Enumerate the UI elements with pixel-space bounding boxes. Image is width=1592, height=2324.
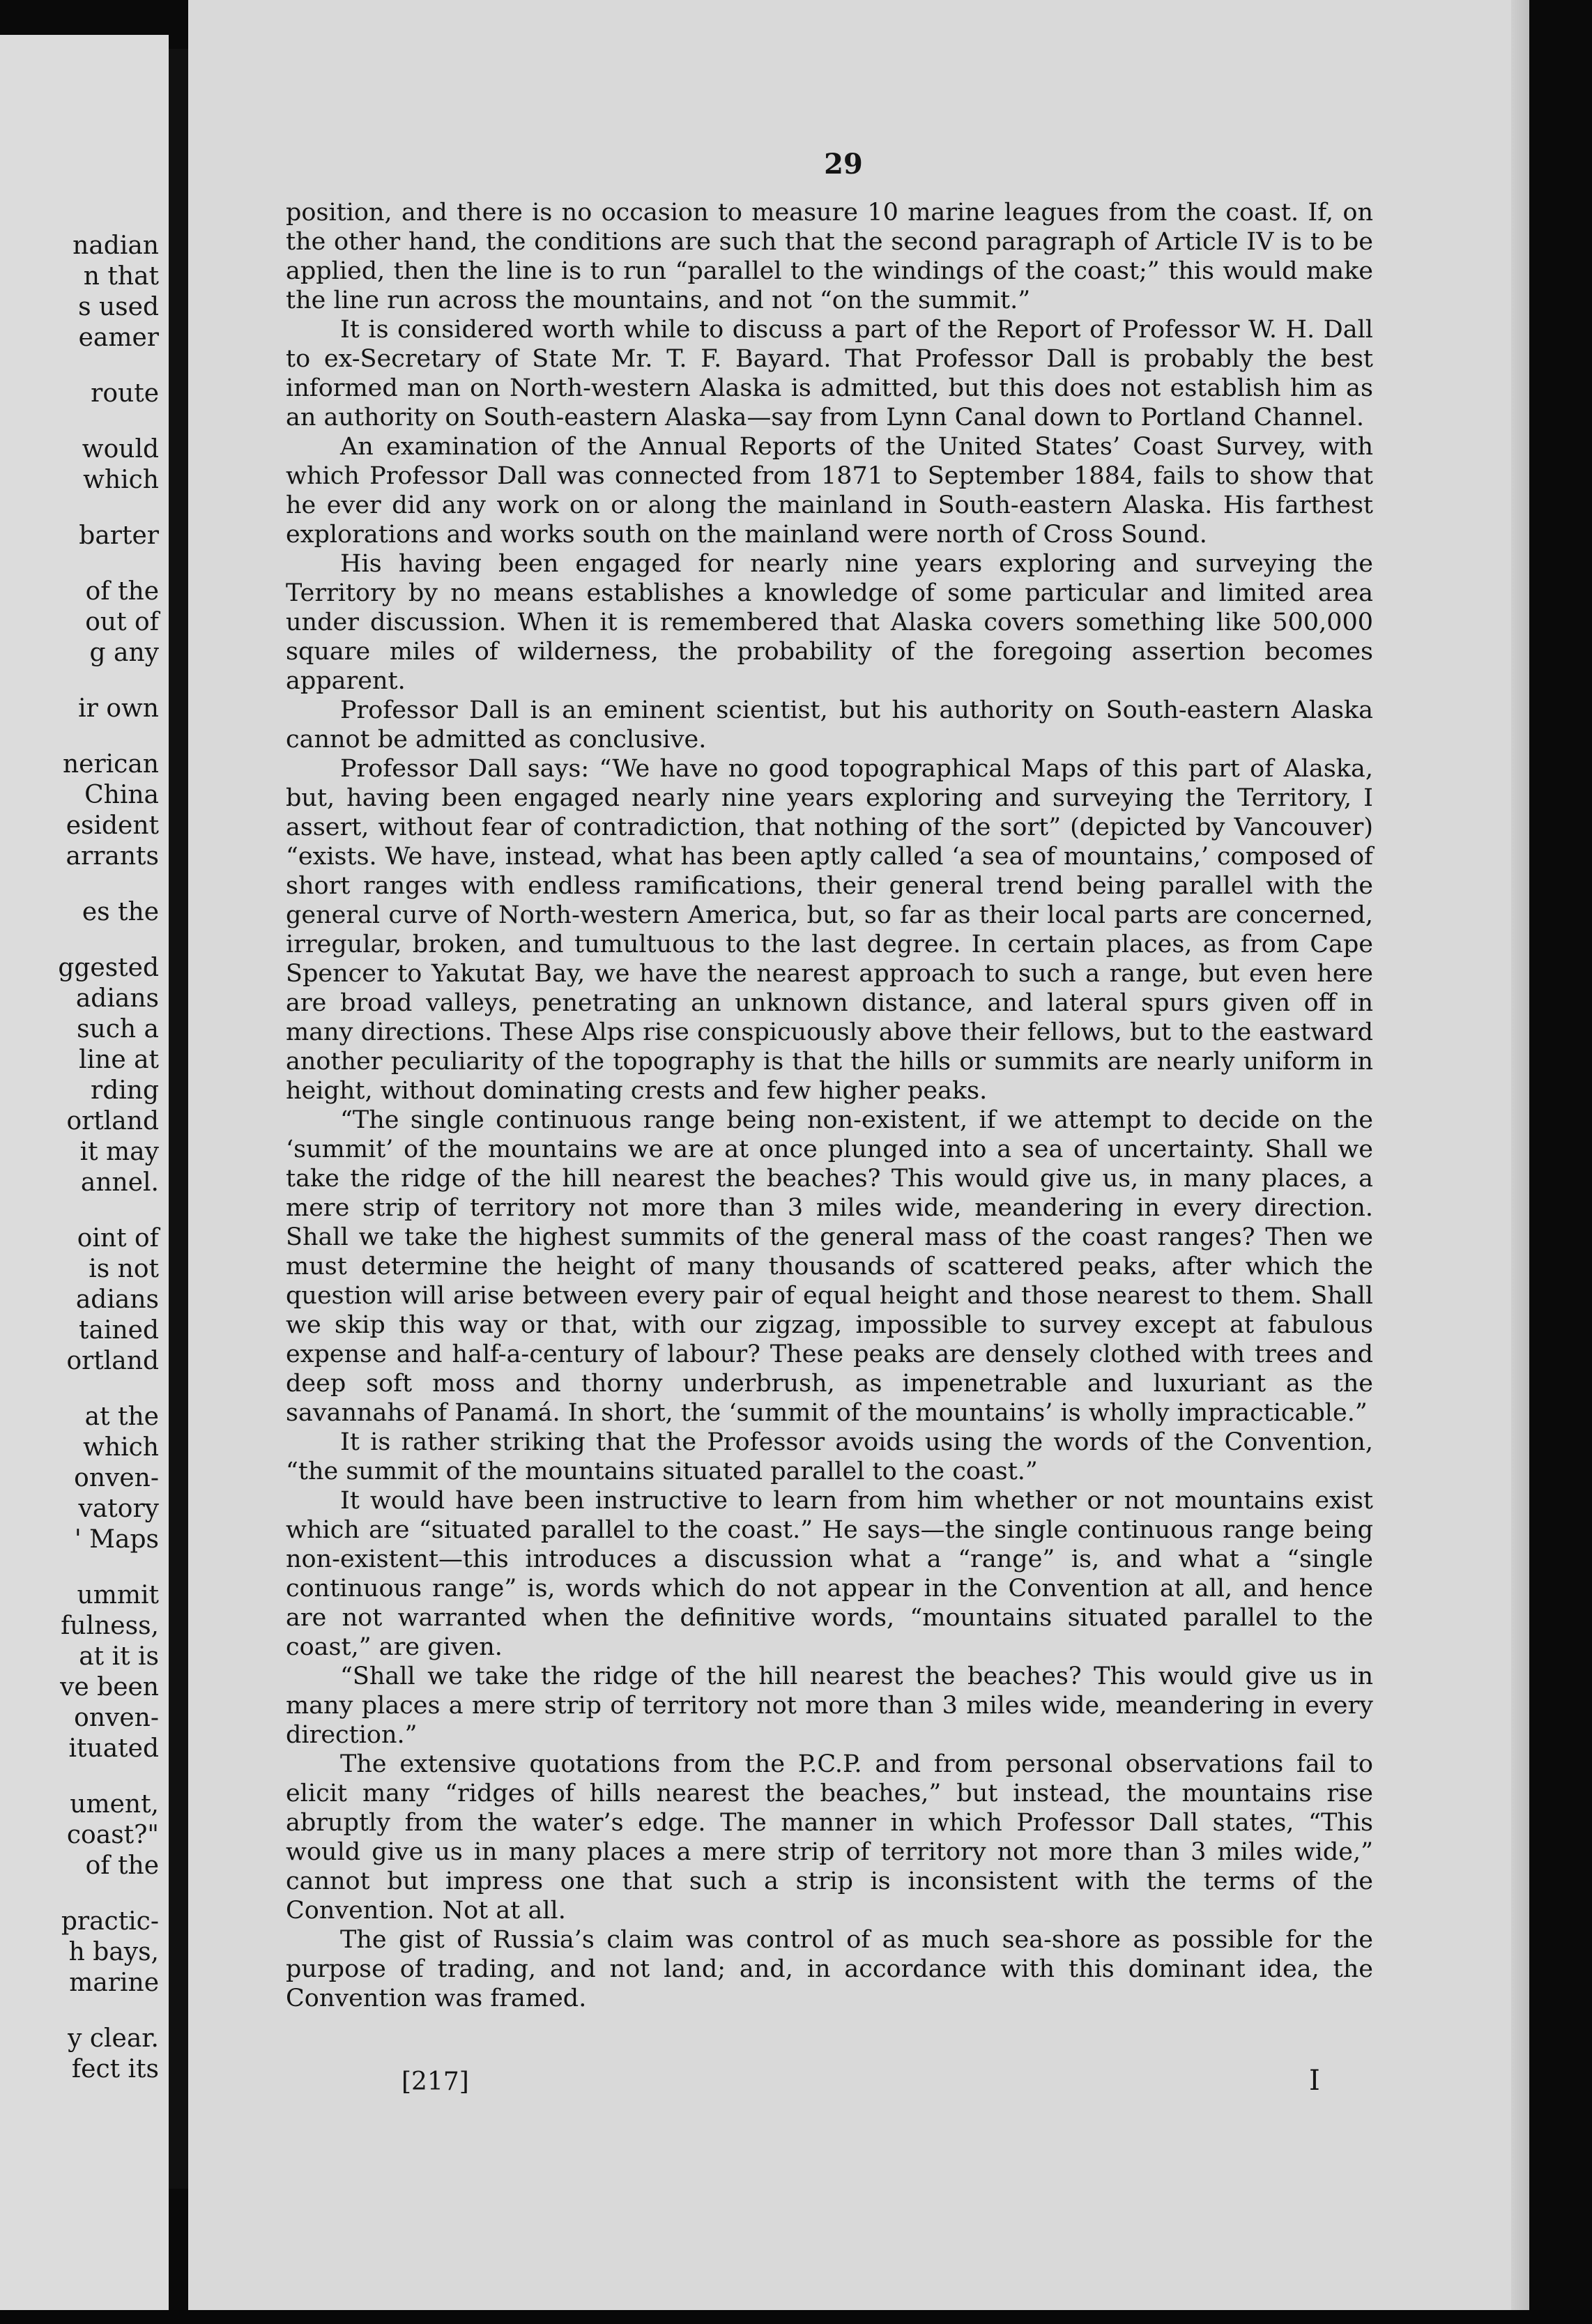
left-page-line: arrants (66, 842, 159, 871)
left-page-line: g any (89, 639, 159, 667)
left-page-line: nadian (72, 231, 159, 260)
left-page-line: China (84, 781, 159, 809)
left-page-line: tained (79, 1316, 159, 1345)
left-page-line: is not (89, 1255, 159, 1283)
paragraph-12: The gist of Russia’s claim was control of as much sea-shore as possible for the purpose of trading, and not land; and, in accordance with this dominant idea, the Convention was framed. (286, 1926, 1373, 2012)
left-page-line: onven- (74, 1464, 159, 1492)
paragraph-8: It is rather striking that the Professor avoids using the words of the Convention, “the summit of the mountains situated parallel to the coast.” (286, 1428, 1373, 1485)
left-page-line: marine (69, 1968, 159, 1997)
left-page-line: barter (79, 521, 159, 550)
paragraph-11: The extensive quotations from the P.C.P. and from personal observations fail to elicit many “ridges of hills nearest the beaches,” but instead, the mountains rise abruptly from the water’s edge. The manner in which Professor Dall states, “This would give us in many places a mere strip of territory not more than 3 miles wide,” cannot but impress one that such a strip is inconsistent with the terms of the Convention. Not at all. (286, 1750, 1373, 1925)
paragraph-3: An examination of the Annual Reports of the United States’ Coast Survey, with which Professor Dall was connected from 1871 to September 1884, fails to show that he ever did any work on or along the mainland in South-eastern Alaska. His farthest explorations and works south on the mainland were north of Cross Sound. (286, 433, 1373, 549)
left-page-line: esident (66, 811, 159, 840)
left-page-line: adians (75, 1285, 159, 1314)
left-page-line: at it is (79, 1642, 159, 1671)
left-page-line: eamer (78, 323, 159, 352)
left-page-line: it may (79, 1138, 159, 1166)
footer-signature-mark: I (1309, 2065, 1320, 2097)
left-page-line: y clear. (68, 2024, 159, 2053)
left-page-line: such a (77, 1015, 159, 1043)
left-page-line: which (83, 1433, 159, 1462)
left-page-line: s used (78, 293, 159, 321)
body-text (286, 198, 1373, 2013)
left-page-line: onven- (74, 1704, 159, 1732)
left-page-line: ggested (58, 954, 159, 982)
paragraph-5: Professor Dall is an eminent scientist, but his authority on South-eastern Alaska cannot be admitted as conclusive. (286, 696, 1373, 754)
left-page-fragment (0, 35, 169, 2310)
left-page-line: line at (79, 1046, 159, 1074)
left-page-line: h bays, (68, 1938, 159, 1966)
left-page-line: of the (85, 1851, 159, 1880)
right-page (188, 0, 1529, 2324)
paragraph-7: “The single continuous range being non-existent, if we attempt to decide on the ‘summit’ of the mountains we are at once plunged into a sea of uncertainty. Shall we take the ridge of the hill nearest the beaches? This would give us, in many places, a mere strip of territory not more than 3 miles wide, meandering in every direction. Shall we take the highest summits of the general mass of the coast ranges? Then we must determine the height of many thousands of scattered peaks, after which the question will arise between every pair of equal height and those nearest to them. Shall we skip this way or that, with our zigzag, impossible to survey except at fabulous expense and half-a-century of labour? These peaks are densely clothed with trees and deep soft moss and thorny underbrush, as impenetrable and luxuriant as the savannahs of Panamá. In short, the ‘summit of the mountains’ is wholly impracticable.” (286, 1106, 1373, 1427)
left-page-line: ituated (68, 1734, 159, 1763)
left-page-line: of the (85, 577, 159, 606)
left-page-line: out of (85, 608, 159, 636)
left-page-line: ortland (66, 1347, 159, 1375)
page-number: 29 (824, 148, 863, 181)
left-page-line: ortland (66, 1107, 159, 1136)
left-page-line: fect its (71, 2055, 159, 2084)
scan-bottom-edge (0, 2310, 1592, 2324)
left-page-line: oint of (77, 1224, 159, 1253)
left-page-line: route (91, 379, 159, 408)
paragraph-9: It would have been instructive to learn from him whether or not mountains exist which are “situated parallel to the coast.” He says—the single continuous range being non-existent—this introduces a discussion what a “range” is, and what a “single continuous range” is, words which do not appear in the Convention at all, and hence are not warranted when the definitive words, “mountains situated parallel to the coast,” are given. (286, 1487, 1373, 1661)
left-page-line: fulness, (61, 1612, 159, 1640)
left-page-line: at the (84, 1402, 159, 1431)
left-page-line: es the (82, 898, 159, 926)
left-page-line: adians (75, 984, 159, 1013)
left-page-line: ummit (77, 1581, 159, 1610)
left-page-line: ' Maps (74, 1525, 159, 1554)
left-page-line: nerican (62, 750, 159, 779)
paragraph-4: His having been engaged for nearly nine years exploring and surveying the Territory by no means establishes a knowledge of some particular and limited area under discussion. When it is remembered that Alaska covers something like 500,000 square miles of wilderness, the probability of the foregoing assertion becomes apparent. (286, 550, 1373, 695)
left-page-line: n that (83, 262, 159, 291)
left-page-line: rding (91, 1076, 159, 1105)
book-gutter (169, 49, 188, 2189)
left-page-line: ve been (60, 1673, 159, 1702)
left-page-line: which (83, 466, 159, 494)
paragraph-10: “Shall we take the ridge of the hill nearest the beaches? This would give us in many places a mere strip of territory not more than 3 miles wide, meandering in every direction.” (286, 1662, 1373, 1749)
paragraph-2: It is considered worth while to discuss a part of the Report of Professor W. H. Dall to ex-Secretary of State Mr. T. F. Bayard. That Professor Dall is probably the best informed man on North-western Alaska is admitted, but this does not establish him as an authority on South-eastern Alaska—say from Lynn Canal down to Portland Channel. (286, 316, 1373, 431)
left-page-line: annel. (80, 1168, 159, 1197)
left-page-line: would (82, 435, 159, 464)
left-page-line: vatory (78, 1494, 159, 1523)
paragraph-6: Professor Dall says: “We have no good topographical Maps of this part of Alaska, but, having been engaged nearly nine years exploring and surveying the Territory, I assert, without fear of contradiction, that nothing of the sort” (depicted by Vancouver) “exists. We have, instead, what has been aptly called ‘a sea of mountains,’ composed of short ranges with endless ramifications, their general trend being parallel with the general curve of North-western America, but, so far as their local parts are concerned, irregular, broken, and tumultuous to the last degree. In certain places, as from Cape Spencer to Yakutat Bay, we have the nearest approach to such a range, but even here are broad valleys, penetrating an unknown distance, and lateral spurs given off in many directions. These Alps rise conspicuously above their fellows, but to the eastward another peculiarity of the topography is that the hills or summits are nearly uniform in height, without dominating crests and few higher peaks. (286, 755, 1373, 1105)
left-page-line: practic- (61, 1907, 159, 1936)
footer-reference: [217] (401, 2067, 469, 2096)
left-page-line: ir own (78, 694, 159, 723)
paragraph-1: position, and there is no occasion to measure 10 marine leagues from the coast. If, on the other hand, the conditions are such that the second paragraph of Article IV is to be applied, then the line is to run “parallel to the windings of the coast;” this would make the line run across the mountains, and not “on the summit.” (286, 199, 1373, 314)
left-page-line: ument, (70, 1790, 159, 1819)
left-page-line: coast?" (66, 1821, 159, 1849)
